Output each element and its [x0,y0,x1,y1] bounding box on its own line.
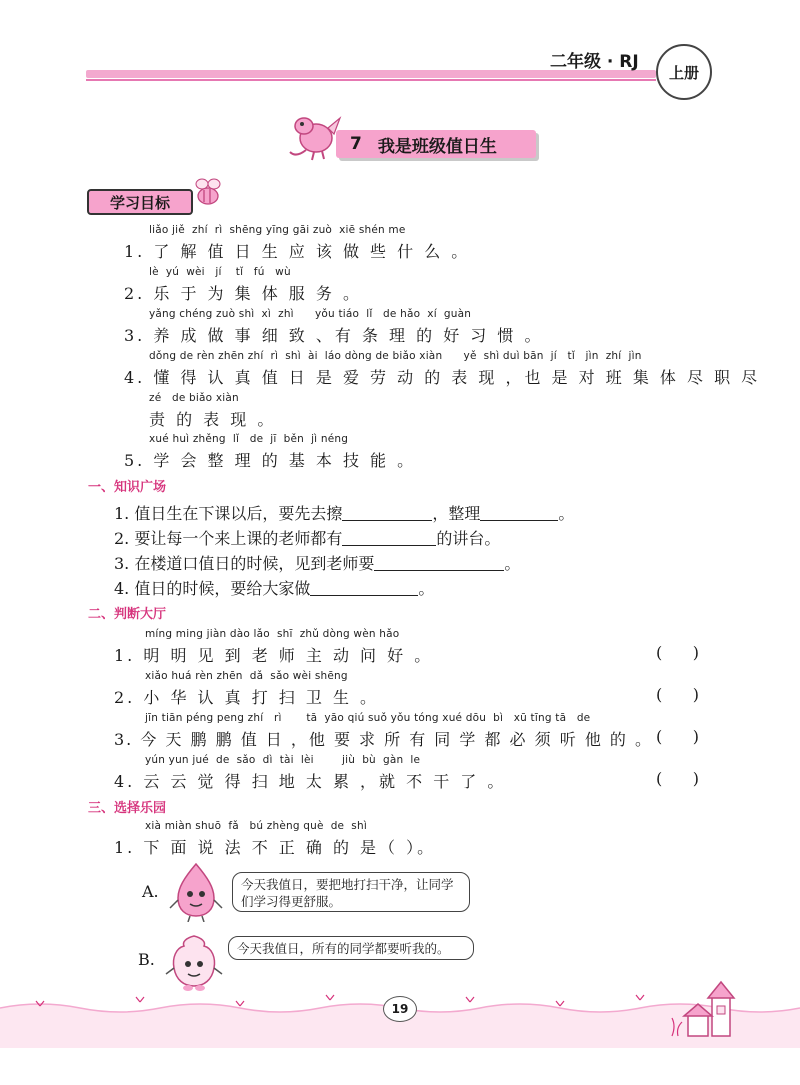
header-rule-lower [86,79,656,81]
volume-label: 上册 [668,63,699,82]
option-a-letter[interactable]: A. [142,882,159,901]
fill-q2-prefix: 2. 要让每一个来上课的老师都有 [114,529,343,548]
grade-label: 二年级 · RJ [550,52,639,72]
goal-4b-text: 责 的 表 现 。 [149,410,277,429]
fill-q4-suffix: 。 [418,579,435,598]
goal-3-text: 3. 养 成 做 事 细 致 、有 条 理 的 好 习 惯 。 [124,326,544,345]
fill-question-1 [114,501,574,524]
fill-question-2 [114,526,500,549]
goal-1-pinyin: liǎo jiě zhí rì shēng yīng gāi zuò xiē shén me [149,224,406,236]
fill-q4-blank[interactable] [310,579,418,596]
volume-badge [656,44,712,100]
fill-q1-suffix: 。 [558,504,575,523]
fill-q2-suffix: 的讲台。 [436,529,501,548]
goal-4b-pinyin: zé de biǎo xiàn [149,392,239,404]
judge-3-text: 3. 今 天 鹏 鹏 值 日 ，他 要 求 所 有 同 学 都 必 须 听 他 的 。 [114,730,653,749]
lesson-number: 7 [350,134,362,154]
choice-q1-text: 1. 下 面 说 法 不 正 确 的 是（ ）。 [114,838,437,857]
judge-3-pinyin: jīn tiān péng peng zhí rì tā yāo qiú suǒ yǒu tóng xué dōu bì xū tīng tā de [145,712,591,724]
judge-1-pinyin: míng ming jiàn dào lǎo shī zhǔ dòng wèn hǎo [145,628,400,640]
fill-q1-prefix: 1. 值日生在下课以后，要先去擦 [114,504,343,523]
section-judgement-heading: 二、判断大厅 [88,607,167,622]
goal-2-text: 2. 乐 于 为 集 体 服 务 。 [124,284,362,303]
fill-question-3 [114,551,520,574]
fill-q1-blank-2[interactable] [480,504,558,521]
goal-2-pinyin: lè yú wèi jí tǐ fú wù [149,266,291,278]
option-a-speech: 今天我值日，要把地打扫干净，让同学们学习得更舒服。 [241,877,454,909]
bee-icon [190,176,226,210]
fill-q1-blank-1[interactable] [342,504,432,521]
judge-1-answer[interactable]: ( ) [656,643,699,662]
judge-3-answer[interactable]: ( ) [656,727,699,746]
fill-question-4 [114,576,434,599]
choice-q1-pinyin: xià miàn shuō fǎ bú zhèng què de shì [145,820,367,832]
goal-4-text: 4. 懂 得 认 真 值 日 是 爱 劳 动 的 表 现 ，也 是 对 班 集 体 尽 职 尽 [124,368,761,387]
option-b-speech: 今天我值日，所有的同学都要听我的。 [237,941,450,956]
drop-character-icon [166,860,228,922]
judge-2-text: 2. 小 华 认 真 打 扫 卫 生 。 [114,688,380,707]
dragon-mascot-icon [284,108,344,164]
goal-5-text: 5. 学 会 整 理 的 基 本 技 能 。 [124,451,417,470]
section-choice-heading: 三、选择乐园 [88,801,167,816]
judge-2-pinyin: xiǎo huá rèn zhēn dǎ sǎo wèi shēng [145,670,348,682]
judge-4-pinyin: yún yun jué de sǎo dì tài lèi jiù bù gàn le [145,754,421,766]
goal-4-pinyin: dǒng de rèn zhēn zhí rì shì ài láo dòng de biǎo xiàn yě shì duì bān jí tǐ jìn zhí jìn [149,350,642,362]
garlic-character-icon [162,928,226,992]
fill-q3-suffix: 。 [504,554,521,573]
page-number: 19 [391,1002,409,1016]
judge-4-text: 4. 云 云 觉 得 扫 地 太 累 ，就 不 干 了 。 [114,772,507,791]
goal-3-pinyin: yǎng chéng zuò shì xì zhì yǒu tiáo lǐ de hǎo xí guàn [149,308,472,320]
option-b-speech-bubble [228,936,474,960]
fill-q4-prefix: 4. 值日的时候，要给大家做 [114,579,311,598]
page-number-badge [383,996,417,1022]
fill-q3-prefix: 3. 在楼道口值日的时候，见到老师要 [114,554,375,573]
goal-1-text: 1. 了 解 值 日 生 应 该 做 些 什 么 。 [124,242,471,261]
fill-q3-blank[interactable] [374,554,504,571]
section-knowledge-heading: 一、知识广场 [88,480,167,495]
option-a-speech-bubble [232,872,470,912]
learning-goals-label: 学习目标 [87,189,193,215]
judge-4-answer[interactable]: ( ) [656,769,699,788]
judge-1-text: 1. 明 明 见 到 老 师 主 动 问 好 。 [114,646,434,665]
fill-q2-blank[interactable] [342,529,436,546]
option-b-letter[interactable]: B. [138,950,155,969]
judge-2-answer[interactable]: ( ) [656,685,699,704]
lesson-title: 我是班级值日生 [377,136,497,157]
goal-5-pinyin: xué huì zhěng lǐ de jī běn jì néng [149,433,349,445]
fill-q1-middle: ，整理 [432,504,481,523]
lesson-title-banner [336,130,536,158]
tower-house-icon [666,980,746,1040]
